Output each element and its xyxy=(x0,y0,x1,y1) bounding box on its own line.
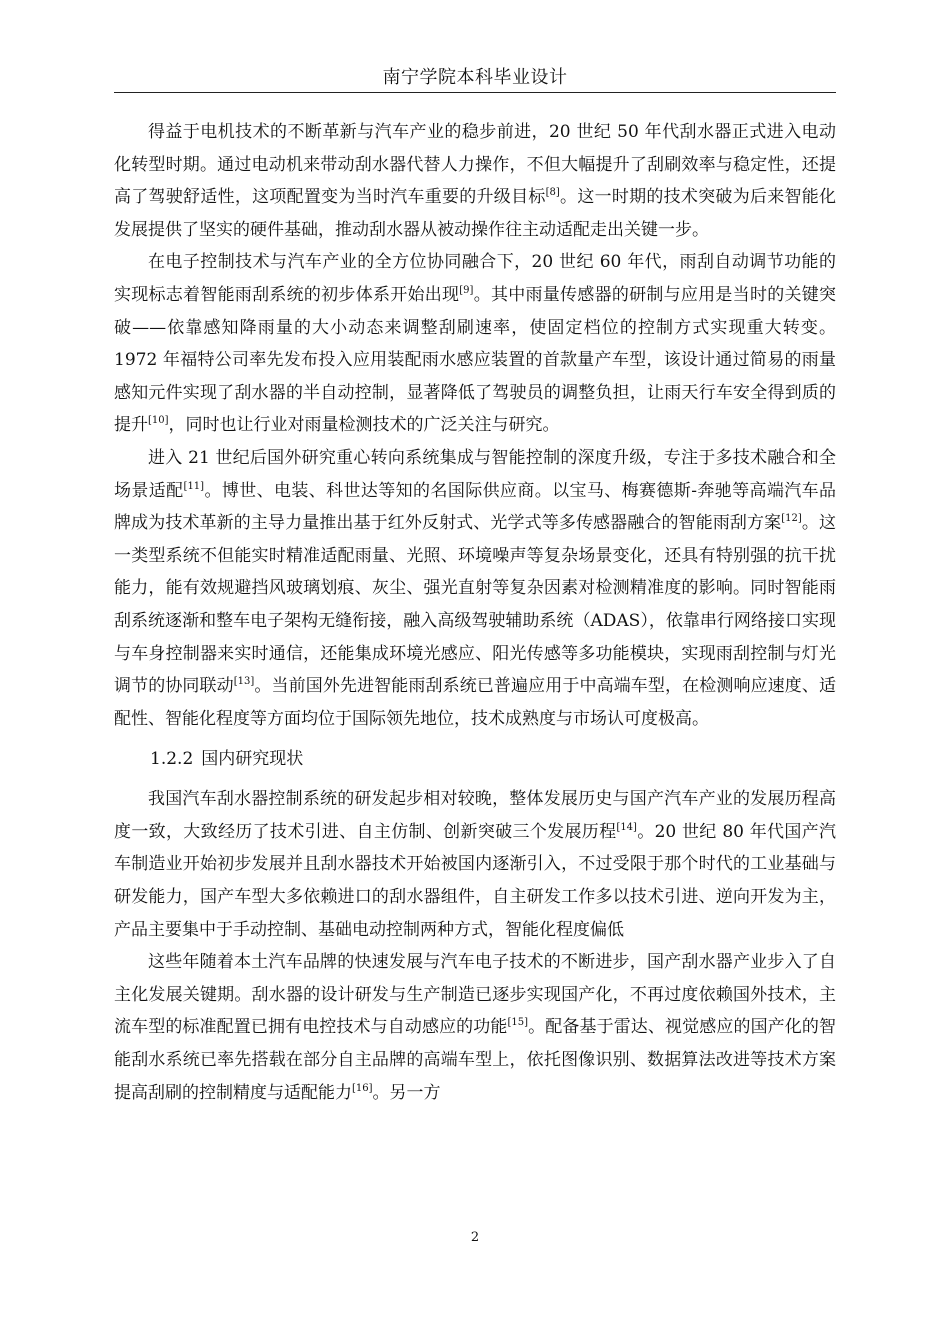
paragraph-text: 进入 21 世纪后国外研究重心转向系统集成与智能控制的深度升级，专注于多技术融合和全场景适配 xyxy=(114,447,836,501)
paragraph-text: 在电子控制技术与汽车产业的全方位协同融合下，20 世纪 60 年代，雨刮自动调节功能的实现标志着智能雨刮系统的初步体系开始出现 xyxy=(114,252,836,305)
paragraph-text: 。配备基于雷达、视觉感应的国产化的智能刮水系统已率先搭载在部分自主品牌的高端车型上，依托图像识别、数据算法改进等技术方案提高刮刷的控制精度与适配能力 xyxy=(114,1017,837,1103)
paragraph-text: 这一时期的技术突破为后来智能化发展提供了坚实的硬件基础，推动刮水器从被动操作往主动适配走出关键一步。 xyxy=(114,187,837,240)
citation: [8] xyxy=(545,187,560,199)
paragraph-text: 。其中雨量传感器的研制与应用是当时的关键突破——依靠感知降雨量的大小动态来调整刮刷速率，使固定档位的控制方式实现重大转变。1972 年福特公司率先发布投入应用装配雨水感应装置的首款量产车型，该设计通过简易的雨量感知元件实现了刮水器的半自动控制，显著降低了驾驶员的调整负担，让雨天行车安全得到质的提升 xyxy=(114,284,836,436)
paragraph-text: ，同时也让行业对雨量检测技术的广泛关注与研究。 xyxy=(168,415,560,436)
citation: [13] xyxy=(233,676,255,688)
citation: [11] xyxy=(183,480,205,492)
page-number: 2 xyxy=(470,1230,480,1245)
paragraph-text: 。20 世纪 80 年代国产汽车制造业开始初步发展并且刮水器技术开始被国内逐渐引入，不过受限于那个时代的工业基础与研发能力，国产车型大多依赖进口的刮水器组件，自主研发工作多以技术引进、逆向开发为主，产品主要集中于手动控制、基础电动控制两种方式，智能化程度偏低 xyxy=(114,821,836,940)
paragraph-text: 我国汽车刮水器控制系统的研发起步相对较晚，整体发展历史与国产汽车产业的发展历程高度一致，大致经历了技术引进、自主仿制、创新突破三个发展历程 xyxy=(114,789,836,842)
citation: [12] xyxy=(781,513,802,525)
running-header: 南宁学院本科毕业设计 xyxy=(382,67,568,88)
paragraph-text: 。这一类型系统不但能实时精准适配雨量、光照、环境噪声等复杂场景变化，还具有特别强的抗干扰能力，能有效规避挡风玻璃划痕、灰尘、强光直射等复杂因素对检测精准度的影响。同时智能雨刮系统逐渐和整车电子架构无缝衔接，融入高级驾驶辅助系统（ADAS），依靠串行网络接口实现与车身控制器来实时通信，还能集成环境光感应、阳光传感等多功能模块，实现雨刮控制与灯光调节的协同联动 xyxy=(114,513,836,697)
paragraph-text: 。另一方 xyxy=(372,1082,441,1103)
paragraph-text: 。博世、电装、科世达等知的名国际供应商。以宝马、梅赛德斯-奔驰等高端汽车品牌成为技术革新的主导力量推出基于红外反射式、光学式等多传感器融合的智能雨刮方案 xyxy=(114,480,837,534)
citation: [14] xyxy=(616,821,637,833)
paragraph-3 xyxy=(114,442,836,735)
paragraph-text: 得益于电机技术的不断革新与汽车产业的稳步前进，20 世纪 50 年代刮水器正式进入电动化转型时期。通过电动机来带动刮水器代替人力操作，不但大幅提升了刮刷效率与稳定性，还提高了驾驶舒适性，这项配置变为当时汽车重要的升级目标 xyxy=(114,122,836,208)
paragraph-2 xyxy=(114,246,836,442)
paragraph-4 xyxy=(114,783,836,946)
section-heading xyxy=(150,743,836,775)
paragraph-text: 。当前国外先进智能雨刮系统已普遍应用于中高端车型，在检测响应速度、适配性、智能化程度等方面均位于国际领先地位，技术成熟度与市场认可度极高。 xyxy=(114,676,837,729)
citation: [10] xyxy=(148,415,169,427)
citation: [15] xyxy=(507,1017,529,1029)
section-number: 1.2.2 xyxy=(150,749,194,770)
section-title: 国内研究现状 xyxy=(201,749,304,770)
paragraph-1 xyxy=(114,116,836,246)
paragraph-text: 。 xyxy=(559,187,578,208)
paragraph-5 xyxy=(114,946,836,1109)
citation: [16] xyxy=(352,1082,373,1094)
header-rule xyxy=(114,92,836,93)
paragraph-text: 这些年随着本土汽车品牌的快速发展与汽车电子技术的不断进步，国产刮水器产业步入了自主化发展关键期。刮水器的设计研发与生产制造已逐步实现国产化，不再过度依赖国外技术，主流车型的标准配置已拥有电控技术与自动感应的功能 xyxy=(114,952,836,1038)
citation: [9] xyxy=(459,284,474,296)
body-text xyxy=(114,116,836,1109)
